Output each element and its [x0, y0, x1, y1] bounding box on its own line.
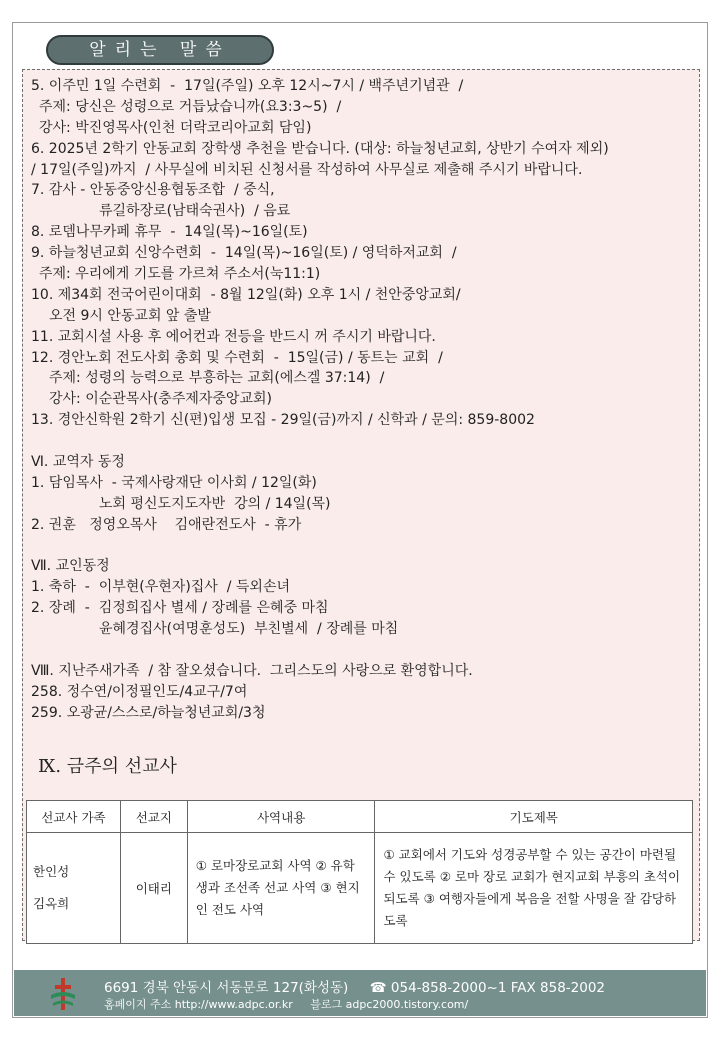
notice-line: 7. 감사 - 안동중앙신용협동조합 / 중식,: [31, 182, 275, 199]
missionary-name: 김옥희: [33, 896, 70, 911]
homepage-link[interactable]: 홈페이지 주소 http://www.adpc.or.kr: [104, 998, 293, 1011]
blog-link[interactable]: 블로그 adpc2000.tistory.com/: [310, 998, 469, 1011]
missionary-name: 한인성: [33, 864, 70, 879]
notice-line: 9. 하늘청년교회 신앙수련회 - 14일(목)~16일(토) / 영덕하저교회 /: [31, 245, 457, 262]
notice-line: 12. 경안노회 전도사회 총회 및 수련회 - 15일(금) / 동트는 교회 /: [31, 349, 443, 366]
notice-line: 2. 장례 - 김정희집사 별세 / 장례를 은혜중 마침: [31, 600, 329, 617]
notice-line: 10. 제34회 전국어린이대회 - 8월 12일(화) 오후 1시 / 천안중앙교회/: [31, 286, 461, 303]
footer-address: 6691 경북 안동시 서동문로 127(화성동): [104, 980, 349, 996]
notice-line: 11. 교회시설 사용 후 에어컨과 전등을 반드시 꺼 주시기 바랍니다.: [31, 328, 436, 345]
notice-line: Ⅷ. 지난주새가족 / 참 잘오셨습니다. 그리스도의 사랑으로 환영합니다.: [31, 662, 473, 679]
column-header: 기도제목: [375, 801, 693, 833]
notice-line: 1. 축하 - 이부현(우현자)집사 / 득외손녀: [31, 579, 290, 596]
blank-line: [31, 536, 701, 557]
notice-line: 13. 경안신학원 2학기 신(편)입생 모집 - 29일(금)까지 / 신학과 / 문의: 859-8002: [31, 412, 535, 429]
column-header: 선교사 가족: [27, 801, 121, 833]
notice-line: 1. 담임목사 - 국제사랑재단 이사회 / 12일(화): [31, 474, 317, 491]
notice-line: 류길하장로(남태숙권사) / 음료: [99, 203, 291, 220]
notice-line: / 17일(주일)까지 / 사무실에 비치된 신청서를 작성하여 사무실로 제출해 주시기 바랍니다.: [31, 161, 583, 178]
column-header: 사역내용: [187, 801, 375, 833]
notice-line: 윤혜경집사(여명훈성도) 부친별세 / 장례를 마침: [99, 621, 399, 638]
notice-line: 8. 로뎀나무카페 휴무 - 14일(목)~16일(토): [31, 224, 308, 241]
missionary-heading: Ⅸ. 금주의 선교사: [38, 756, 177, 777]
notice-line: 2. 권훈 정영오목사 김애란전도사 - 휴가: [31, 516, 302, 533]
table-header-row: [27, 801, 693, 833]
notice-line: 주제: 우리에게 기도를 가르쳐 주소서(눅11:1): [39, 266, 321, 283]
ministry-cell: ① 로마장로교회 사역 ② 유학생과 조선족 선교 사역 ③ 현지인 전도 사역: [187, 833, 375, 944]
footer-contact: [104, 976, 605, 996]
notice-line: 6. 2025년 2학기 안동교회 장학생 추천을 받습니다. (대상: 하늘청년교회, 상반기 수여자 제외): [31, 140, 609, 157]
column-header: 선교지: [120, 801, 187, 833]
prayer-cell: ① 교회에서 기도와 성경공부할 수 있는 공간이 마련될 수 있도록 ② 로마 장로 교회가 현지교회 부흥의 초석이 되도록 ③ 여행자들에게 복음을 전할 사명을 잘 감당하도록: [375, 833, 693, 944]
notice-line: 259. 오광균/스스로/하늘청년교회/3청: [31, 704, 266, 721]
notice-line: 258. 정수연/이정필인도/4교구/7여: [31, 683, 248, 700]
notice-line: 주제: 당신은 성령으로 거듭났습니까(요3:3~5) /: [39, 98, 342, 115]
footer-phone: ☎ 054-858-2000~1 FAX 858-2002: [369, 980, 606, 996]
notice-line: 강사: 이순관목사(충주제자중앙교회): [49, 391, 272, 408]
notice-line: 5. 이주민 1일 수련회 - 17일(주일) 오후 12시~7시 / 백주년기념관 /: [31, 78, 464, 94]
notice-line: Ⅶ. 교인동정: [31, 558, 110, 575]
table-row: [27, 833, 693, 944]
church-logo-icon: [50, 977, 76, 1011]
blank-line: [31, 640, 701, 661]
notice-list: [31, 76, 701, 724]
page-title: 알리는 말씀: [46, 35, 274, 65]
mission-field-cell: 이태리: [120, 833, 187, 944]
blank-line: [31, 431, 701, 452]
missionary-family-cell: [27, 833, 121, 944]
notice-line: Ⅵ. 교역자 동정: [31, 454, 125, 471]
notice-line: 강사: 박진영목사(인천 더락코리아교회 담임): [39, 119, 312, 136]
notice-line: 주제: 성령의 능력으로 부흥하는 교회(에스겔 37:14) /: [49, 370, 385, 387]
missionary-table: [26, 800, 693, 944]
notice-line: 오전 9시 안동교회 앞 출발: [49, 307, 211, 324]
footer-web: [104, 996, 468, 1012]
notice-line: 노회 평신도지도자반 강의 / 14일(목): [99, 495, 331, 512]
